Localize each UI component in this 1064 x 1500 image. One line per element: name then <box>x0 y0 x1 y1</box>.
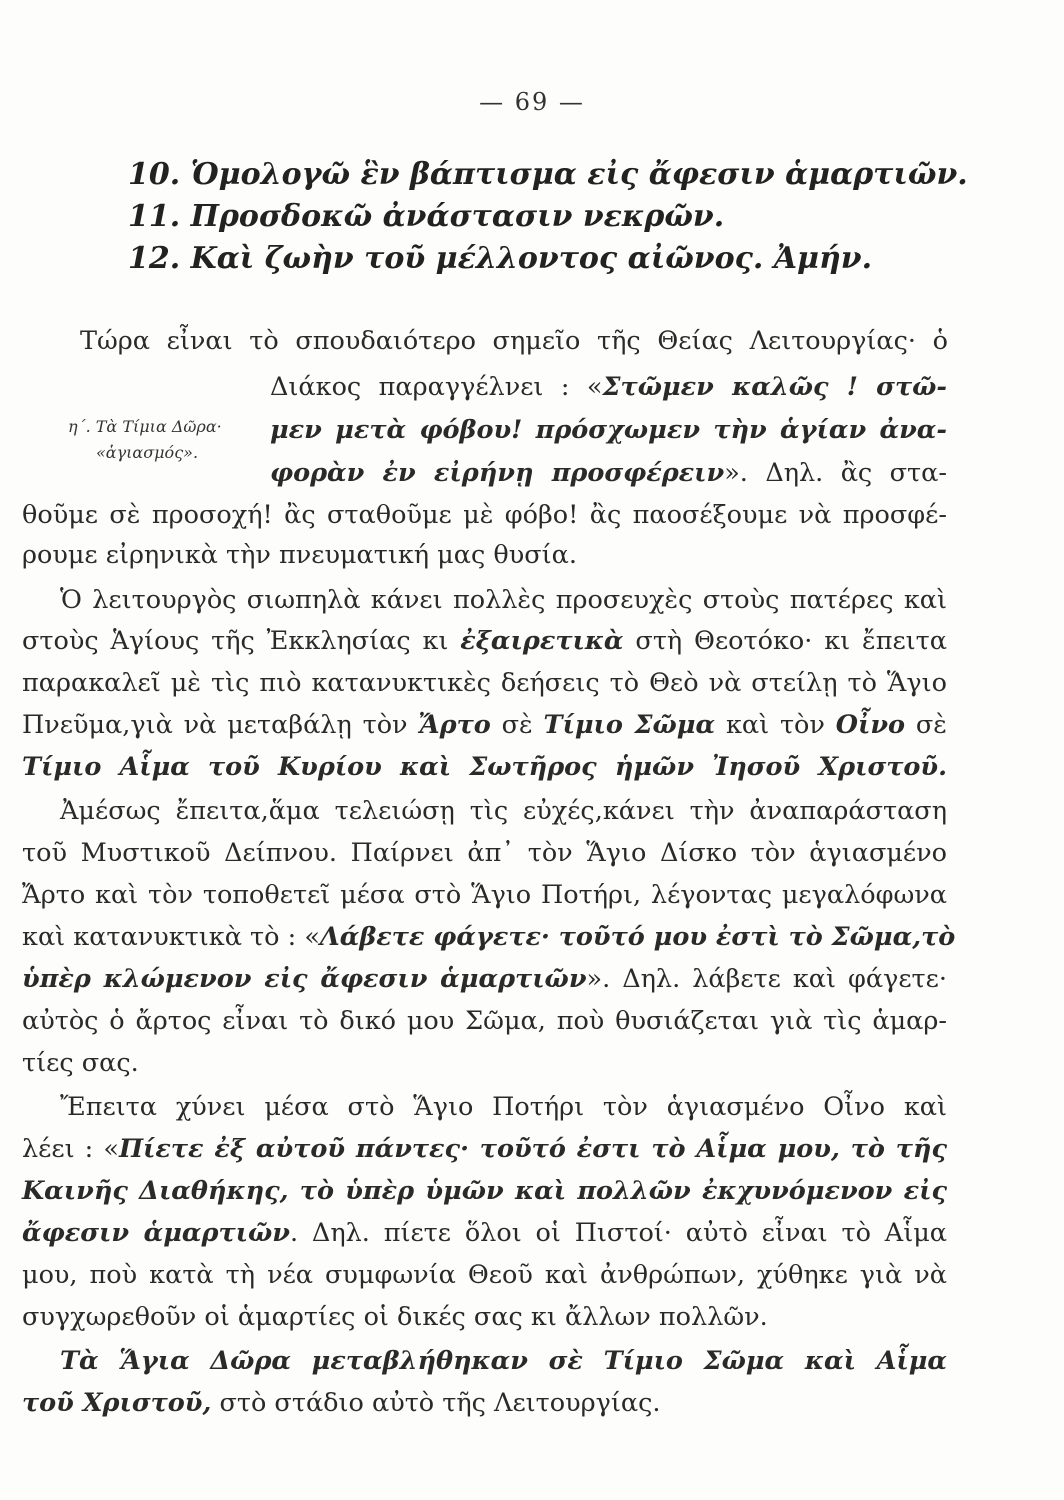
creed-line-11: 11. Προσδοκῶ ἀνάστασιν νεκρῶν. <box>128 199 725 234</box>
p1-line-1: Τώρα εἶναι τὸ σπουδαιότερο σημεῖο τῆς Θείας Λειτουργίας· ὁ <box>80 326 948 356</box>
creed-line-12: 12. Καὶ ζωὴν τοῦ μέλλοντος αἰῶνος. Ἀμήν. <box>128 241 873 276</box>
p4-line-2: λέει : «Πίετε ἐξ αὐτοῦ πάντες· τοῦτό ἐστι τὸ Αἷμα μου, τὸ τῆς <box>22 1134 947 1164</box>
p4-line-6: συγχωρεθοῦν οἱ ἁμαρτίες οἱ δικές σας κι ἄλλων πολλῶν. <box>22 1302 768 1332</box>
p5-line-2: τοῦ Χριστοῦ, στὸ στάδιο αὐτὸ τῆς Λειτουργίας. <box>22 1388 661 1418</box>
p3-line-7: τίες σας. <box>22 1048 139 1078</box>
p1-line-6: ρουμε εἰρηνικὰ τὴν πνευματική μας θυσία. <box>22 540 577 570</box>
p4-line-4: ἄφεσιν ἁμαρτιῶν. Δηλ. πίετε ὅλοι οἱ Πιστοί· αὐτὸ εἶναι τὸ Αἷμα <box>22 1218 947 1248</box>
p1-line-5: θοῦμε σὲ προσοχή! ἂς σταθοῦμε μὲ φόβο! ἂς παοσέξουμε νὰ προσφέ- <box>22 500 947 530</box>
p3-line-3: Ἄρτο καὶ τὸν τοποθετεῖ μέσα στὸ Ἅγιο Ποτήρι, λέγοντας μεγαλόφωνα <box>22 880 947 910</box>
margin-note-title: η΄. Τὰ Τίμια Δῶρα· <box>68 417 222 436</box>
p3-line-1: Ἀμέσως ἔπειτα,ἅμα τελειώσῃ τὶς εὐχές,κάνει τὴν ἀναπαράσταση <box>60 796 947 826</box>
p3-line-4: καὶ κατανυκτικὰ τὸ : «Λάβετε φάγετε· τοῦτό μου ἐστὶ τὸ Σῶμα,τὸ <box>22 922 956 952</box>
p2-line-3: παρακαλεῖ μὲ τὶς πιὸ κατανυκτικὲς δεήσεις τὸ Θεὸ νὰ στείλῃ τὸ Ἅγιο <box>22 668 947 698</box>
p1-line-3: μεν μετὰ φόβου! πρόσχωμεν τὴν ἁγίαν ἀνα- <box>270 415 947 445</box>
p3-line-5: ὑπὲρ κλώμενον εἰς ἄφεσιν ἁμαρτιῶν». Δηλ. λάβετε καὶ φάγετε· <box>22 964 947 994</box>
p3-line-2: τοῦ Μυστικοῦ Δείπνου. Παίρνει ἀπ᾽ τὸν Ἅγιο Δίσκο τὸν ἁγιασμένο <box>22 838 947 868</box>
p3-line-6: αὐτὸς ὁ ἄρτος εἶναι τὸ δικό μου Σῶμα, ποὺ θυσιάζεται γιὰ τὶς ἁμαρ- <box>22 1006 947 1036</box>
creed-lines <box>128 154 988 280</box>
margin-note <box>68 414 268 466</box>
margin-note-subtitle: «ἁγιασμός». <box>96 443 199 462</box>
p1-line-2: Διάκος παραγγέλνει : «Στῶμεν καλῶς ! στῶ- <box>270 372 947 402</box>
p4-line-5: μου, ποὺ κατὰ τὴ νέα συμφωνία Θεοῦ καὶ ἀνθρώπων, χύθηκε γιὰ νὰ <box>22 1260 947 1290</box>
p2-line-1: Ὁ λειτουργὸς σιωπηλὰ κάνει πολλὲς προσευχὲς στοὺς πατέρες καὶ <box>60 585 947 615</box>
p2-line-4: Πνεῦμα,γιὰ νὰ μεταβάλῃ τὸν Ἄρτο σὲ Τίμιο Σῶμα καὶ τὸν Οἶνο σὲ <box>22 710 947 740</box>
page-number: — 69 — <box>479 88 585 116</box>
p4-line-3: Καινῆς Διαθήκης, τὸ ὑπὲρ ὑμῶν καὶ πολλῶν ἐκχυνόμενον εἰς <box>22 1176 947 1206</box>
p2-line-2: στοὺς Ἁγίους τῆς Ἐκκλησίας κι ἐξαιρετικὰ στὴ Θεοτόκο· κι ἔπειτα <box>22 626 948 656</box>
creed-line-10: 10. Ὁμολογῶ ἓν βάπτισμα εἰς ἄφεσιν ἁμαρτιῶν. <box>128 157 968 192</box>
p2-line-5: Τίμιο Αἷμα τοῦ Κυρίου καὶ Σωτῆρος ἡμῶν Ἰησοῦ Χριστοῦ. <box>22 752 947 782</box>
p1-line-4: φορὰν ἐν εἰρήνῃ προσφέρειν». Δηλ. ἂς στα- <box>270 458 947 488</box>
p5-line-1: Τὰ Ἅγια Δῶρα μεταβλήθηκαν σὲ Τίμιο Σῶμα καὶ Αἷμα <box>60 1346 947 1376</box>
p4-line-1: Ἔπειτα χύνει μέσα στὸ Ἅγιο Ποτήρι τὸν ἁγιασμένο Οἶνο καὶ <box>60 1092 947 1122</box>
